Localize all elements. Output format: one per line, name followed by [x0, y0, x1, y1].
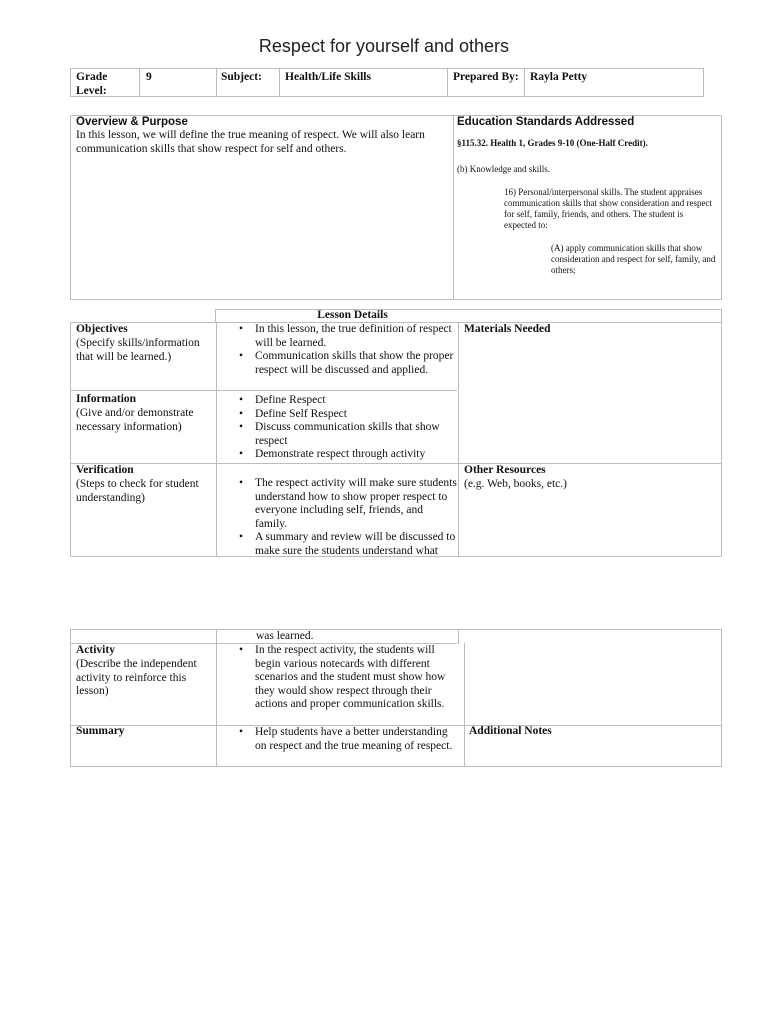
verification-label: Verification: [76, 464, 134, 476]
information-description: (Give and/or demonstrate necessary information): [76, 407, 194, 433]
overview-standards-table: [70, 115, 722, 300]
list-item: • Demonstrate respect through activity: [235, 448, 457, 462]
continued-text: was learned.: [256, 630, 314, 642]
list-item: • In the respect activity, the students will begin various notecards with different scenarios and the student must show how they would show respect through their actions and proper communication skills.: [235, 644, 457, 712]
list-item: • Define Respect: [235, 394, 457, 408]
standards-item-16: 16) Personal/interpersonal skills. The student appraises communication skills that show consideration and respect for self, family, friends, and others. The student is expected to:: [504, 187, 712, 230]
list-item: • In this lesson, the true definition of respect will be learned.: [235, 323, 457, 350]
list-item: • Define Self Respect: [235, 408, 457, 422]
information-list: [235, 394, 457, 462]
activity-label: Activity: [76, 644, 115, 656]
list-item: • A summary and review will be discussed to make sure the students understand what: [235, 531, 457, 558]
prepared-by-value: Rayla Petty: [530, 71, 588, 83]
list-item: • Discuss communication skills that show respect: [235, 421, 457, 448]
standards-item-a: (A) apply communication skills that show consideration and respect for self, family, and others;: [551, 243, 716, 275]
summary-list: [235, 726, 457, 753]
document-title: Respect for yourself and others: [258, 36, 510, 56]
overview-text: In this lesson, we will define the true meaning of respect. We will also learn communication skills that show respect for self and others.: [76, 129, 425, 155]
standards-heading: Education Standards Addressed: [457, 116, 635, 128]
activity-list: [235, 644, 457, 712]
activity-summary-table: [70, 629, 722, 767]
lesson-details-header: [215, 309, 722, 323]
standards-code: §115.32. Health 1, Grades 9-10 (One-Half Credit).: [457, 138, 648, 148]
lesson-details-heading: Lesson Details: [317, 309, 388, 321]
subject-label: Subject:: [221, 71, 262, 83]
other-resources-description: (e.g. Web, books, etc.): [464, 478, 567, 490]
objectives-label: Objectives: [76, 323, 128, 335]
additional-notes-label: Additional Notes: [469, 725, 552, 737]
information-label: Information: [76, 393, 137, 405]
summary-label: Summary: [76, 725, 125, 737]
grade-label: Grade Level:: [76, 71, 108, 97]
header-table: [70, 68, 704, 97]
verification-list: [235, 477, 457, 558]
prepared-by-label: Prepared By:: [453, 71, 519, 83]
list-item: • Communication skills that show the proper respect will be discussed and applied.: [235, 350, 457, 377]
materials-needed-label: Materials Needed: [464, 323, 551, 335]
objectives-list: [235, 323, 457, 377]
other-resources-label: Other Resources: [464, 464, 546, 476]
list-item: • Help students have a better understanding on respect and the true meaning of respect.: [235, 726, 457, 753]
verification-description: (Steps to check for student understanding): [76, 478, 199, 504]
objectives-description: (Specify skills/information that will be learned.): [76, 337, 200, 363]
activity-description: (Describe the independent activity to reinforce this lesson): [76, 658, 197, 697]
grade-value: 9: [146, 71, 152, 83]
list-item: • The respect activity will make sure students understand how to show proper respect to everyone including self, friends, and family.: [235, 477, 457, 531]
lesson-details-table: [70, 322, 722, 557]
standards-knowledge: (b) Knowledge and skills.: [457, 164, 550, 174]
subject-value: Health/Life Skills: [285, 71, 371, 83]
overview-heading: Overview & Purpose: [76, 116, 188, 128]
